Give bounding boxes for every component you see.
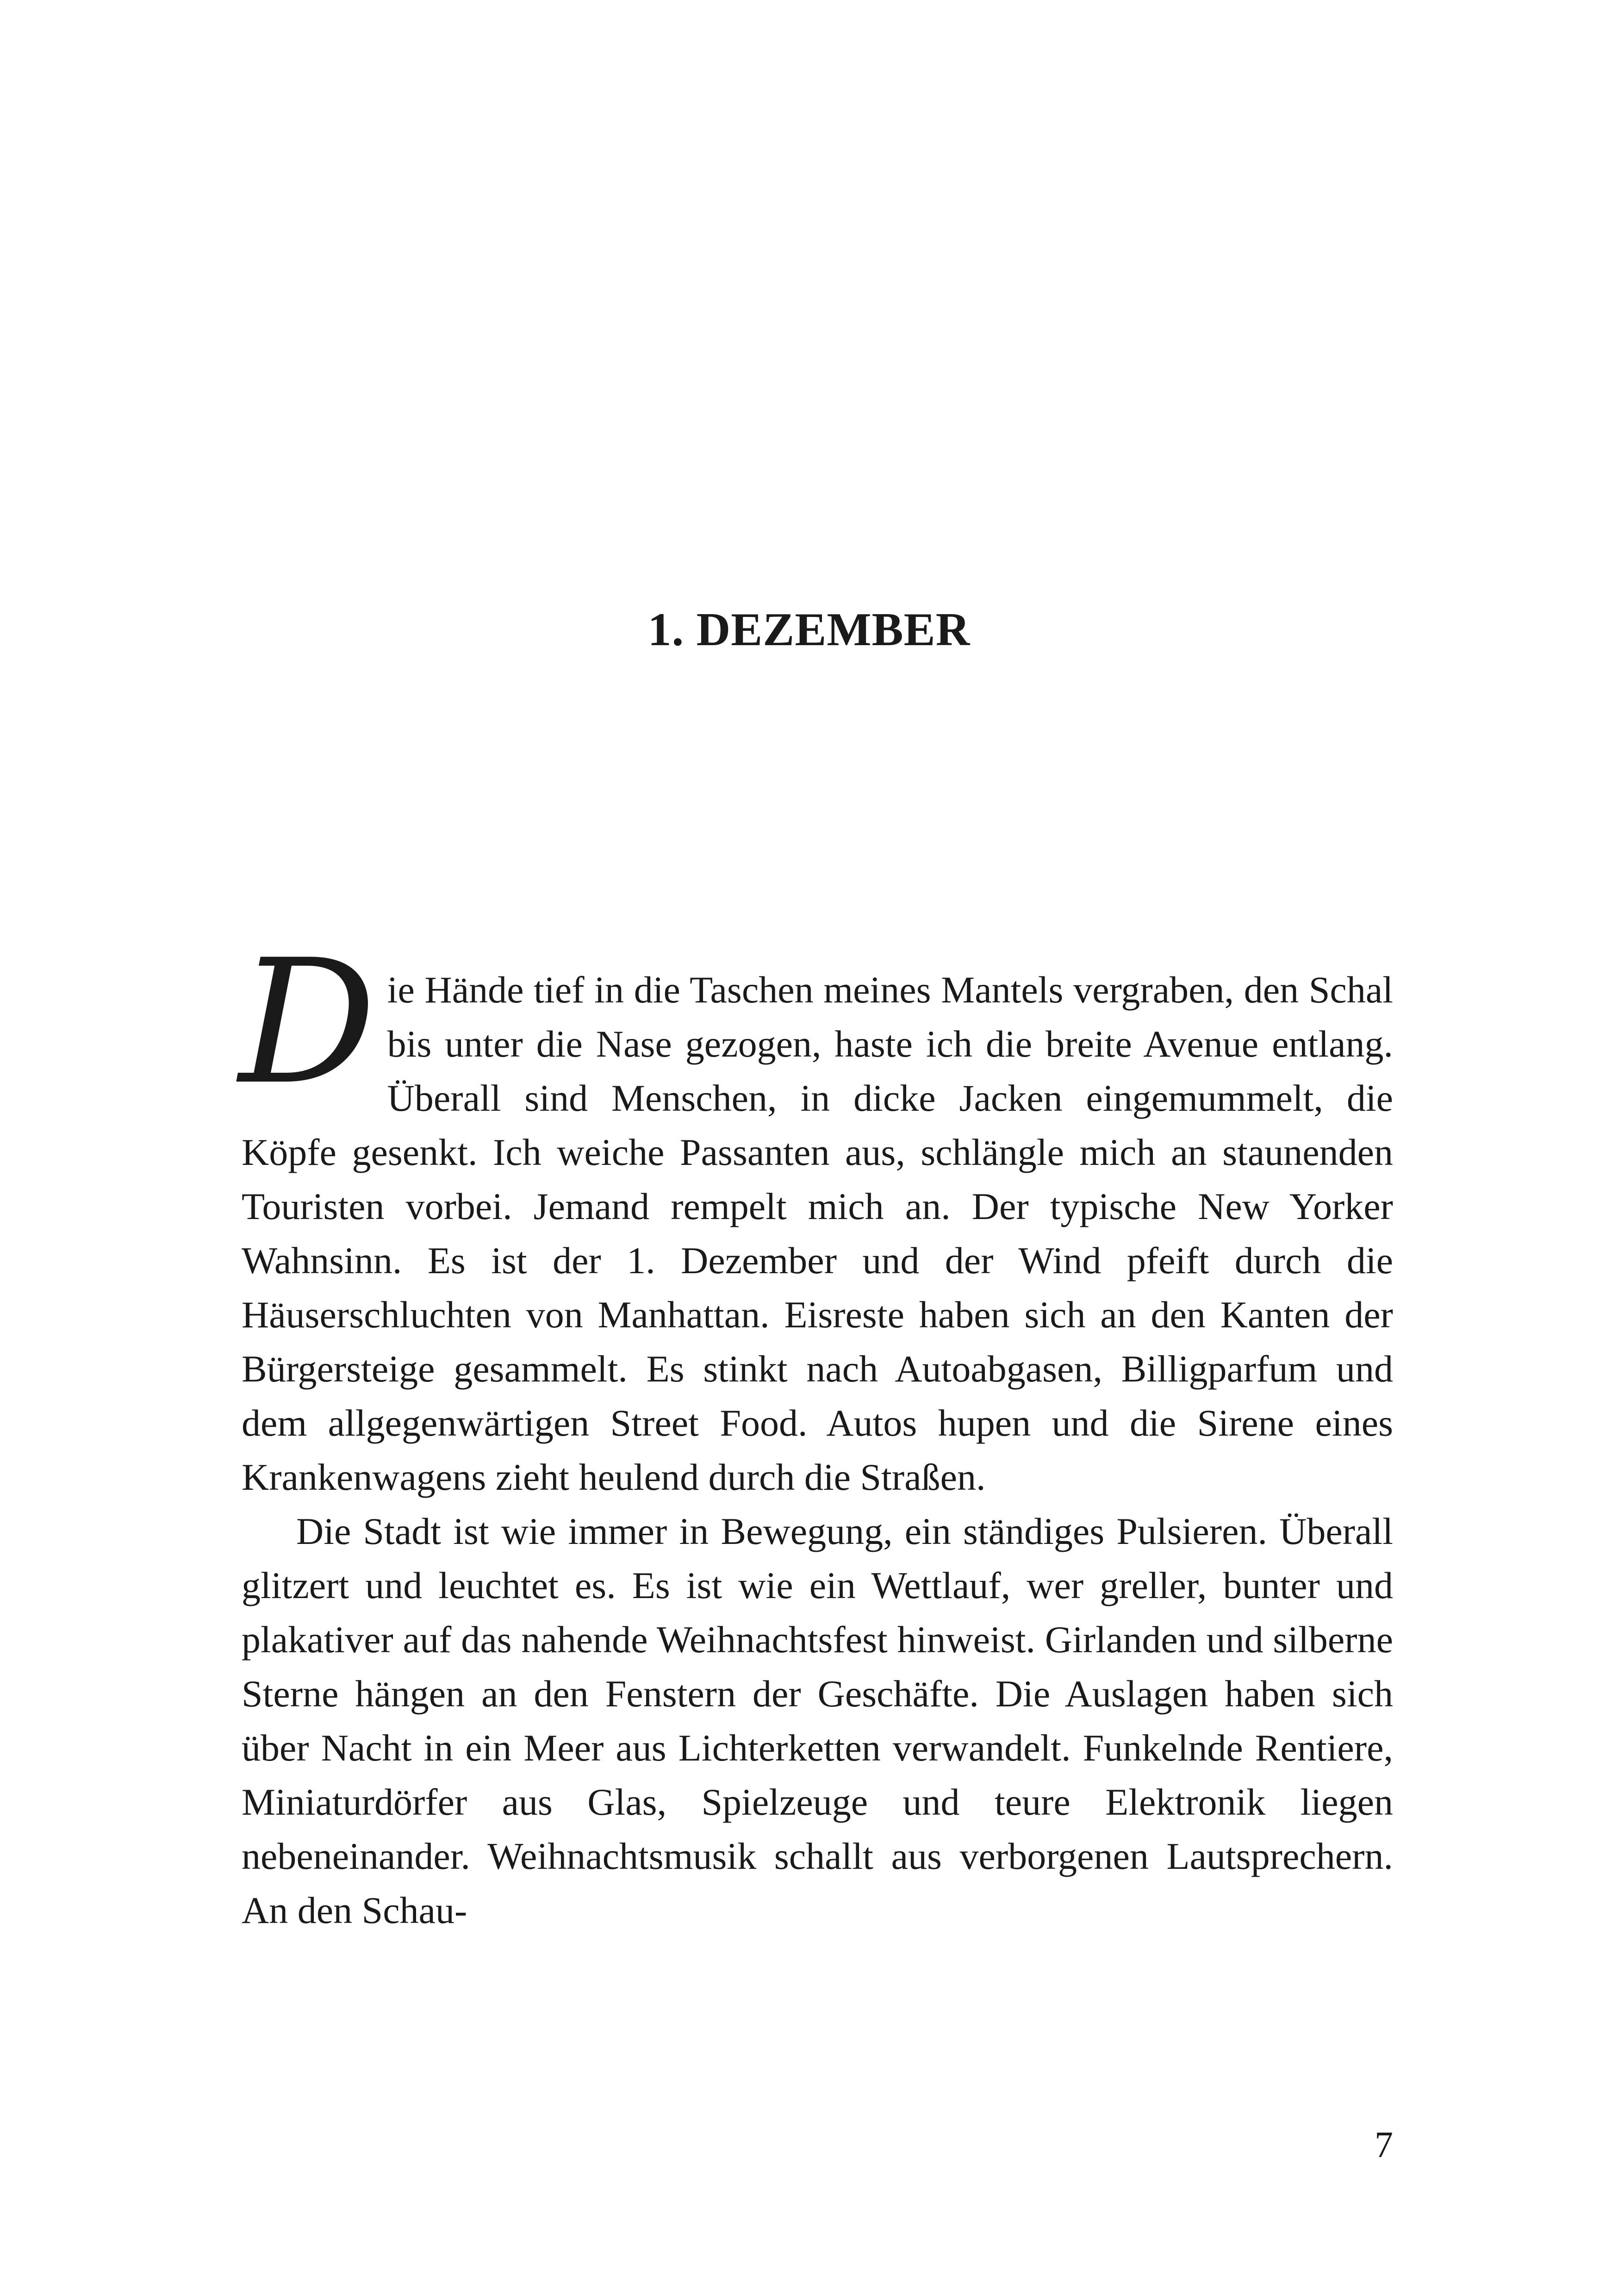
drop-cap-initial: D (239, 923, 376, 1122)
paragraph-1 (239, 923, 1393, 1504)
paragraph-1-text: ie Hände tief in die Taschen meines Mantels vergraben, den Schal bis unter die Nase gezogen, haste ich die breite Avenue entlang. Überall sind Menschen, in dicke Jacken eingemummelt, die Köpfe gesenkt. Ich weiche Passanten aus, schlängle mich an staunenden Touristen vorbei. Jemand rempelt mich an. Der typische New Yorker Wahnsinn. Es ist der 1. Dezember und der Wind pfeift durch die Häuserschluchten von Manhattan. Eisreste haben sich an den Kanten der Bürgersteige gesammelt. Es stinkt nach Autoabgasen, Billigparfum und dem allgegenwärtigen Street Food. Autos hupen und die Sirene eines Krankenwagens zieht heulend durch die Straßen. (242, 969, 1393, 1498)
paragraph-2: Die Stadt ist wie immer in Bewegung, ein ständiges Pulsieren. Überall glitzert und leuchtet es. Es ist wie ein Wettlauf, wer greller, bunter und plakativer auf das nahende Weihnachtsfest hinweist. Girlanden und silberne Sterne hängen an den Fenstern der Geschäfte. Die Auslagen haben sich über Nacht in ein Meer aus Lichterketten verwandelt. Funkelnde Rentiere, Miniaturdörfer aus Glas, Spielzeuge und teure Elektronik liegen nebeneinander. Weihnachtsmusik schallt aus verborgenen Lautsprechern. An den Schau- (242, 1510, 1393, 1931)
chapter-body (239, 923, 1393, 1937)
page-number: 7 (1375, 2125, 1393, 2165)
chapter-title: 1. DEZEMBER (647, 604, 971, 656)
